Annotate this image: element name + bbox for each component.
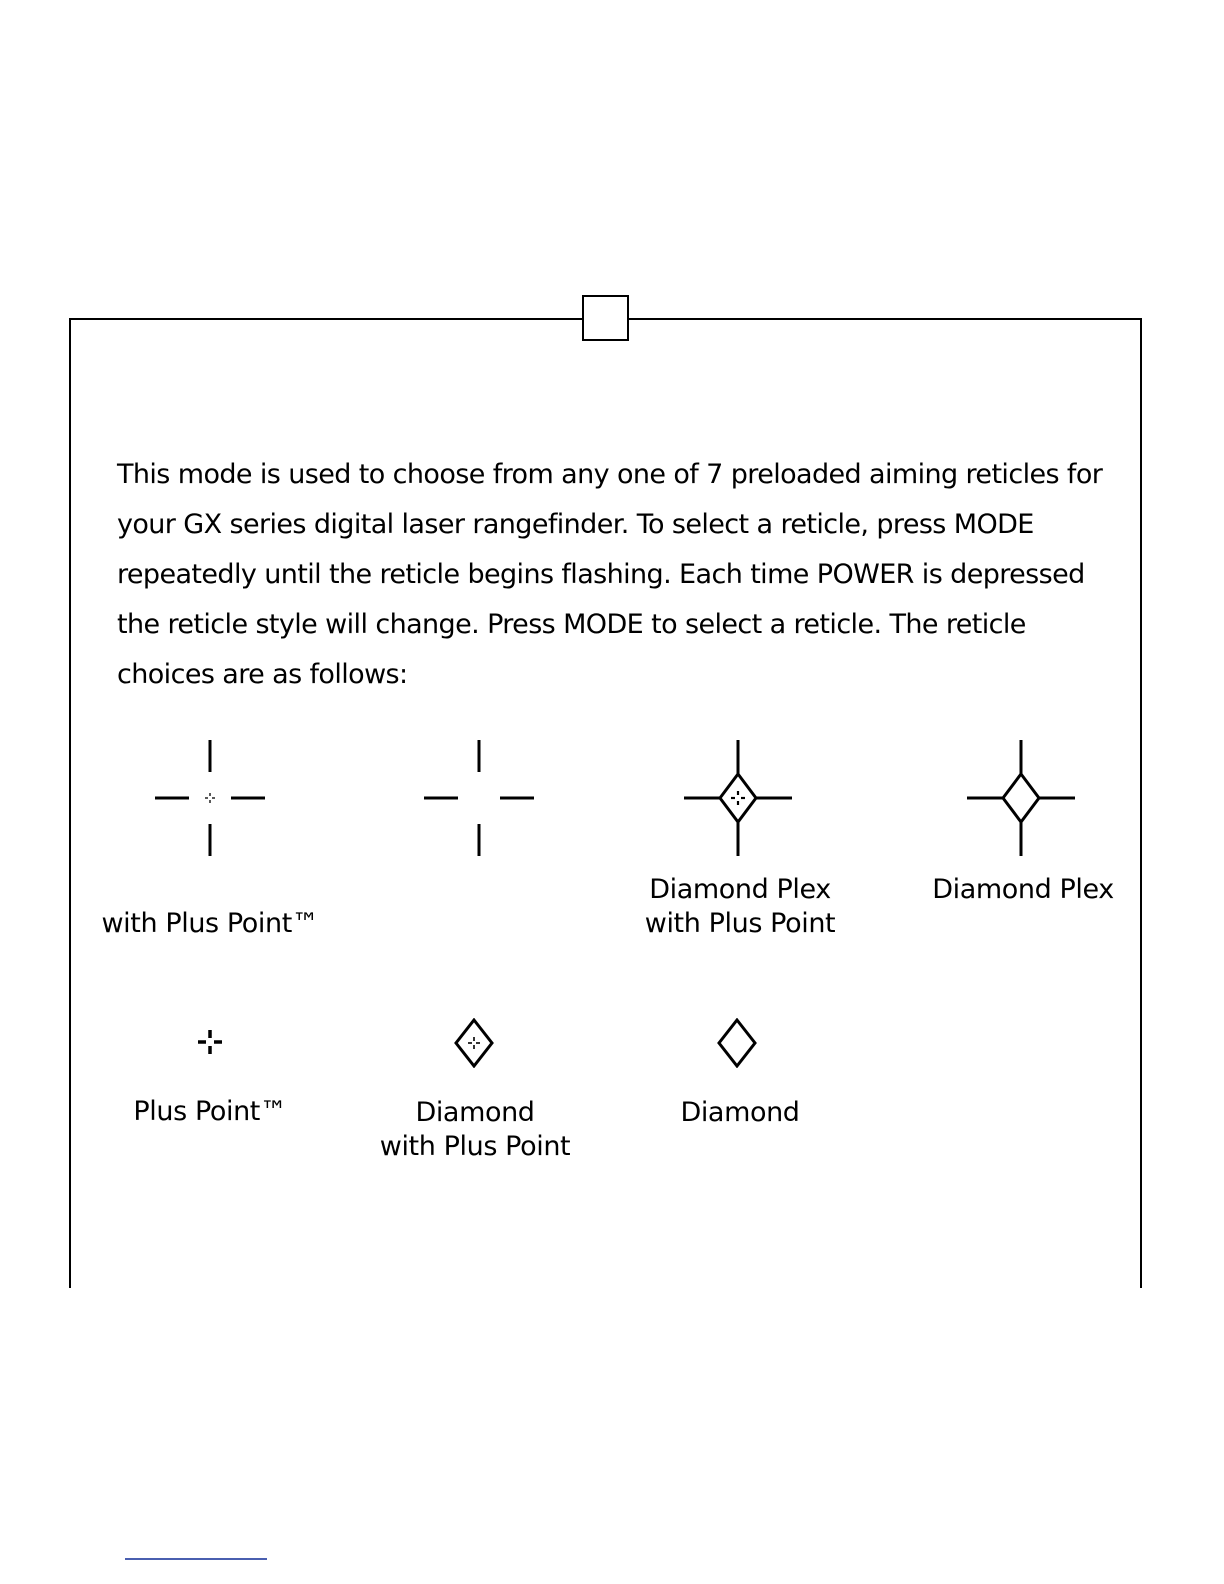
plex-icon [419,738,539,858]
diamond-with-plus-point-icon [452,1018,496,1068]
reticle-label-diamond-plex-with-plus-point: Diamond Plex with Plus Point [644,874,836,939]
reticle-label-plus-point: Plus Point™ [133,1096,287,1127]
plus-point-icon [194,1026,226,1058]
plex-with-plus-point-icon [150,738,270,858]
reticle-label-diamond-with-plus-point: Diamond with Plus Point [379,1097,571,1162]
diamond-plex-icon [961,738,1081,858]
reticle-label-diamond-plex: Diamond Plex [932,874,1114,905]
intro-paragraph: This mode is used to choose from any one of 7 preloaded aiming reticles for your GX series digital laser rangefinder. To select a reticle, press MODE repeatedly until the reticle begins flashing. Each time POWER is depressed the reticle style will change. Press MODE to select a reticle. The reticle choices are as follows: [117,459,1103,690]
section-tab-box [582,295,629,341]
reticle-label-diamond: Diamond [680,1097,800,1128]
diamond-plex-with-plus-point-icon [678,738,798,858]
diamond-icon [715,1018,759,1068]
footer-rule [125,1558,267,1560]
reticle-label-plex-with-plus-point: with Plus Point™ [101,908,319,939]
